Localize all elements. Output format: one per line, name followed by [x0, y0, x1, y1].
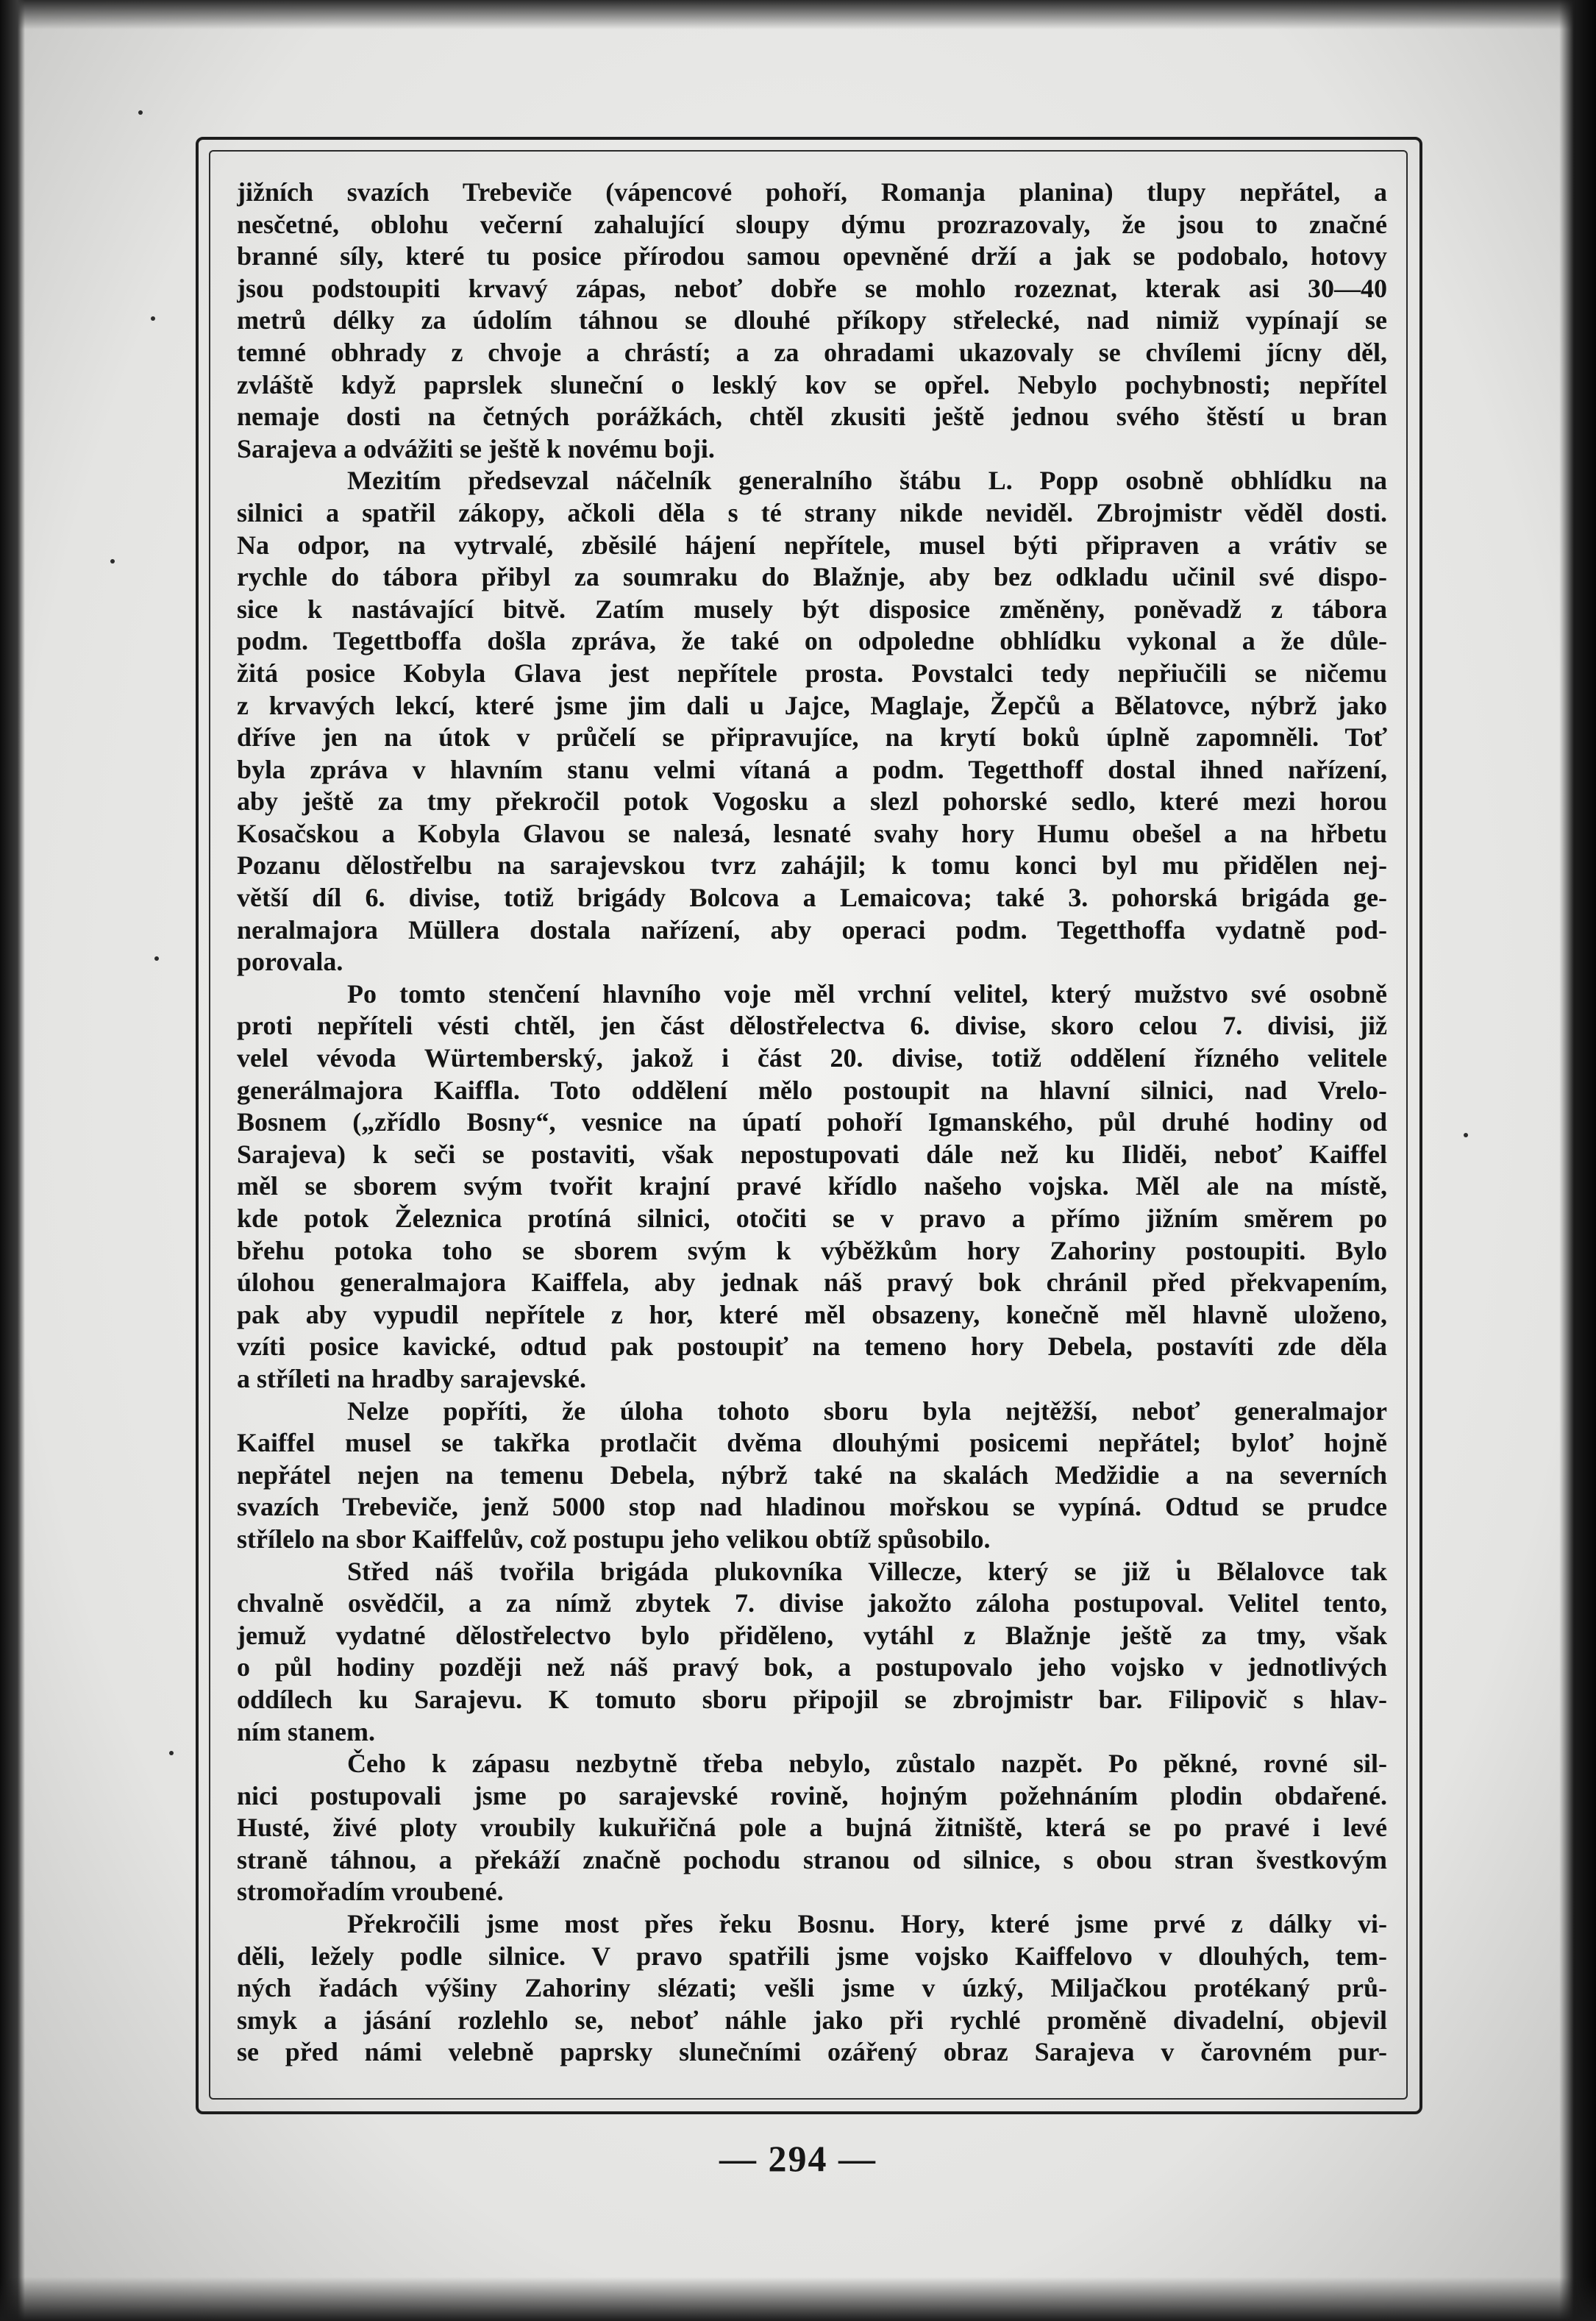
- scan-edge-right: [1559, 0, 1596, 2321]
- text-line: z krvavých lekcí, které jsme jim dali u Jajce, Maglaje, Žepčů a Bělatovce, nýbrž jako: [237, 690, 1387, 720]
- scan-speck: [154, 956, 159, 961]
- text-line: stromořadím vroubené.: [237, 1877, 504, 1907]
- text-line: kde potok Železnica protíná silnici, otočiti se v pravo a přímo jižním směrem po: [237, 1204, 1387, 1233]
- text-line: byla zpráva v hlavním stanu velmi vítaná a podm. Tegetthoff dostal ihned nařízení,: [237, 754, 1387, 784]
- scan-edge-top: [0, 0, 1596, 29]
- paragraph-start: Střed náš tvořila brigáda plukovníka Villecze, který se již u Bělalovce tak: [347, 1556, 1387, 1586]
- text-line: porovala.: [237, 947, 343, 977]
- text-line: nici postupovali jsme po sarajevské rovině, hojným požehnáním plodin obdařené.: [237, 1780, 1387, 1810]
- text-line: se před námi velebně paprsky slunečními ozářený obraz Sarajeva v čarovném pur-: [237, 2037, 1387, 2067]
- scan-speck: [1464, 1133, 1468, 1137]
- text-line: jemuž vydatné dělostřelectvo bylo přiděleno, vytáhl z Blažnje ještě za tmy, však: [237, 1620, 1387, 1650]
- text-line: nesčetné, oblohu večerní zahalující sloupy dýmu prozrazovaly, že jsou to značné: [237, 209, 1387, 239]
- scan-edge-bottom: [0, 2277, 1596, 2321]
- scan-speck: [169, 1751, 174, 1755]
- text-line: Na odpor, na vytrvalé, zběsilé hájení nepřítele, musel býti připraven a vrátiv se: [237, 530, 1387, 560]
- text-line: jižních svazích Trebeviče (vápencové pohoří, Romanja planina) tlupy nepřátel, a: [237, 177, 1387, 207]
- text-line: smyk a jásání rozlehlo se, neboť náhle jako při rychlé proměně divadelní, objevil: [237, 2005, 1387, 2035]
- body-text: [237, 177, 1387, 2075]
- text-line: břehu potoka toho se sborem svým k výběžkům hory Zahoriny postoupiti. Bylo: [237, 1235, 1387, 1265]
- text-line: ných řadách výšiny Zahoriny slézati; vešli jsme v úzký, Miljačkou protékaný prů-: [237, 1973, 1387, 2003]
- text-line: Bosnem („zřídlo Bosny“, vesnice na úpatí pohoří Igmanského, půl druhé hodiny od: [237, 1107, 1387, 1137]
- text-line: svazích Trebeviče, jenž 5000 stop nad hladinou mořskou se vypíná. Odtud se prudce: [237, 1492, 1387, 1522]
- text-line: Husté, živé ploty vroubily kukuřičná pole a bujná žitniště, která se po pravé i levé: [237, 1813, 1387, 1843]
- text-line: Kosačskou a Kobyla Glavou se naleзá, lesnaté svahy hory Humu obešel a na hřbetu: [237, 818, 1387, 848]
- text-line: Sarajeva a odvážiti se ještě k novému boji.: [237, 433, 715, 463]
- page-number: — 294 —: [719, 2138, 877, 2179]
- text-line: Kaiffel musel se takřka protlačit dvěma dlouhými posicemi nepřátel; byloť hojně: [237, 1428, 1387, 1458]
- text-line: vzíti posice kavické, odtud pak postoupiť na temeno hory Debela, postavíti zde děla: [237, 1332, 1387, 1362]
- paragraph-start: Čeho k zápasu nezbytně třeba nebylo, zůstalo nazpět. Po pěkné, rovné sil-: [347, 1749, 1387, 1779]
- text-line: metrů délky za údolím táhnou se dlouhé příkopy střelecké, nad nimiž vypínají se: [237, 305, 1387, 335]
- text-line: úlohou generalmajora Kaiffela, aby jednak náš pravý bok chránil před překvapením,: [237, 1268, 1387, 1298]
- paragraph-start: Mezitím předsevzal náčelník generalního štábu L. Popp osobně obhlídku na: [347, 466, 1387, 496]
- text-line: ním stanem.: [237, 1716, 375, 1746]
- text-line: silnici a spatřil zákopy, ačkoli děla s té strany nikde neviděl. Zbrojmistr věděl dosti.: [237, 497, 1387, 527]
- text-line: chvalně osvědčil, a za nímž zbytek 7. divise jakožto záloha postupoval. Velitel tento,: [237, 1588, 1387, 1618]
- text-line: nepřátel nejen na temenu Debela, nýbrž také na skalách Medžidie a na severních: [237, 1460, 1387, 1490]
- paragraph-start: Nelze popříti, že úloha tohoto sboru byla nejtěžší, neboť generalmajor: [347, 1396, 1387, 1426]
- text-line: straně táhnou, a překáží značně pochodu stranou od silnice, s obou stran švestkovým: [237, 1844, 1387, 1874]
- text-line: pak aby vypudil nepřítele z hor, které měl obsazeny, konečně měl hlavně uloženo,: [237, 1299, 1387, 1329]
- text-line: proti nepříteli vésti chtěl, jen část dělostřelectva 6. divise, skoro celou 7. divisi, již: [237, 1011, 1387, 1041]
- text-line: měl se sborem svým tvořit krajní pravé křídlo našeho vojska. Měl ale na místě,: [237, 1171, 1387, 1201]
- paragraph-start: Překročili jsme most přes řeku Bosnu. Hory, které jsme prvé z dálky vi-: [347, 1909, 1387, 1939]
- text-line: velel vévoda Würtemberský, jakož i část 20. divise, totiž oddělení řízného velitele: [237, 1043, 1387, 1073]
- scan-speck: [138, 110, 143, 115]
- text-line: Sarajeva) k seči se postaviti, však nepostupovati dále než ku Iliděi, neboť Kaiffel: [237, 1139, 1387, 1169]
- text-line: žitá posice Kobyla Glava jest nepřítele prosta. Povstalci tedy nepřiučili se ničemu: [237, 658, 1387, 688]
- text-line: temné obhrady z chvoje a chrástí; a za ohradami ukazovaly se chvílemi jícny děl,: [237, 337, 1387, 367]
- text-line: generálmajora Kaiffla. Toto oddělení mělo postoupit na hlavní silnici, nad Vrelo-: [237, 1075, 1387, 1105]
- text-line: sice k nastávající bitvě. Zatím musely být disposice změněny, poněvadž z tábora: [237, 594, 1387, 624]
- scan-speck: [151, 316, 155, 321]
- text-line: o půl hodiny později než náš pravý bok, a postupovalo jeho vojsko v jednotlivých: [237, 1652, 1387, 1682]
- text-line: jsou podstoupiti krvavý zápas, neboť dobře se mohlo rozeznat, kterak asi 30—40: [237, 273, 1387, 303]
- text-line: branné síly, které tu posice přírodou samou opevněné drží a jak se podobalo, hotovy: [237, 241, 1387, 271]
- text-line: aby ještě za tmy překročil potok Vogosku a slezl pohorské sedlo, které mezi horou: [237, 786, 1387, 817]
- text-line: Pozanu dělostřelbu na sarajevskou tvrz zahájil; k tomu konci byl mu přidělen nej-: [237, 850, 1387, 881]
- scan-speck: [110, 559, 115, 564]
- text-line: neralmajora Müllera dostala nařízení, aby operaci podm. Tegetthoffa vydatně pod-: [237, 914, 1387, 945]
- text-line: nemaje dosti na četných porážkách, chtěl zkusiti ještě jednou svého štěstí u bran: [237, 402, 1387, 432]
- text-line: a stříleti na hradby sarajevské.: [237, 1363, 586, 1393]
- text-line: střílelo na sbor Kaiffelův, což postupu jeho velikou obtíž spůsobilo.: [237, 1524, 991, 1554]
- text-line: rychle do tábora přibyl za soumraku do Blažnje, aby bez odkladu učinil své dispo-: [237, 562, 1387, 592]
- text-line: oddílech ku Sarajevu. K tomuto sboru připojil se zbrojmistr bar. Filipovič s hlav-: [237, 1684, 1387, 1714]
- text-line: podm. Tegettboffa došla zpráva, že také on odpoledne obhlídku vykonal a že důle-: [237, 626, 1387, 656]
- scan-edge-left: [0, 0, 25, 2321]
- paragraph-start: Po tomto stenčení hlavního voje měl vrchní velitel, který mužstvo své osobně: [347, 978, 1387, 1009]
- text-line: dříve jen na útok v průčelí se připravujíce, na krytí boků úplně zapomněli. Toť: [237, 722, 1387, 753]
- text-line: větší díl 6. divise, totiž brigády Bolcova a Lemaicova; také 3. pohorská brigáda ge-: [237, 883, 1387, 913]
- text-line: zvláště když paprslek sluneční o lesklý kov se opřel. Nebylo pochybnosti; nepřítel: [237, 369, 1387, 399]
- text-line: děli, ležely podle silnice. V pravo spatřili jsme vojsko Kaiffelovo v dlouhých, tem-: [237, 1941, 1387, 1971]
